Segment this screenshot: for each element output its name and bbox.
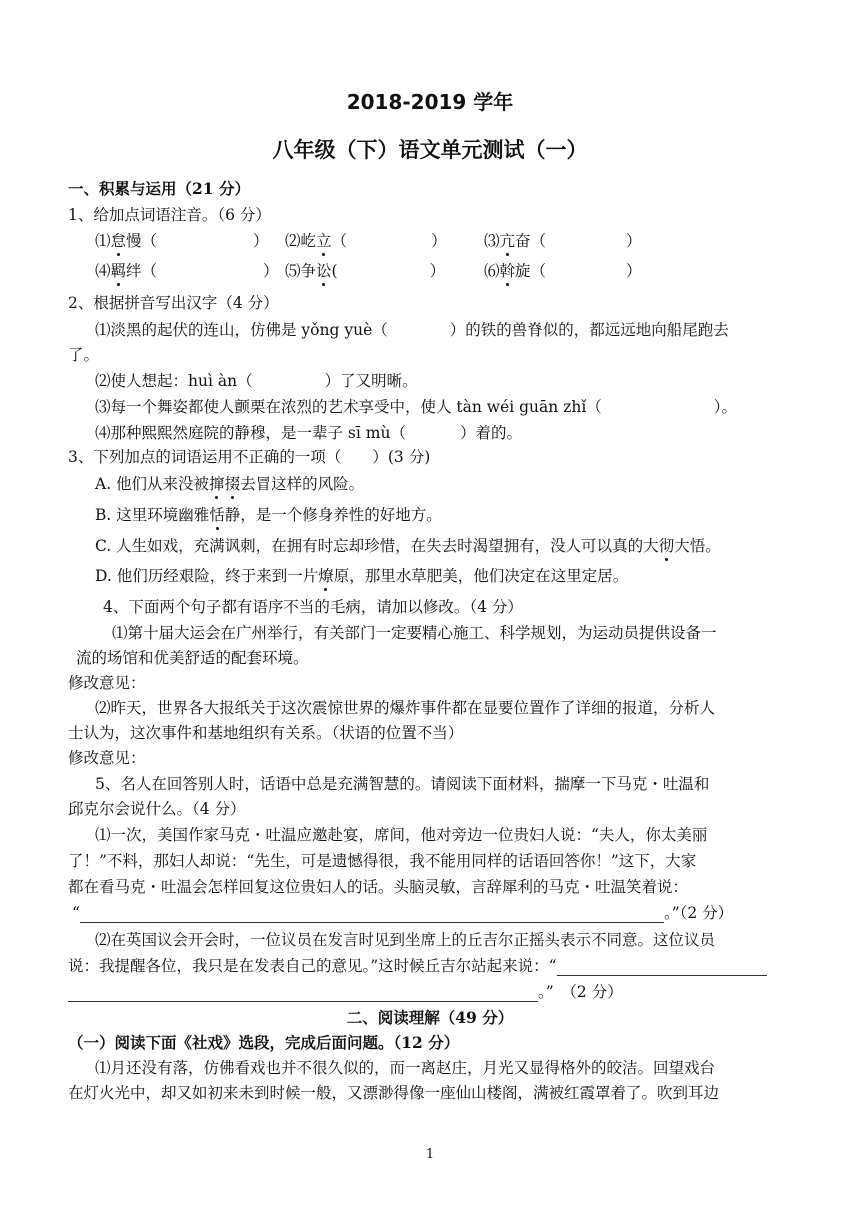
- q4-s2: ⑵昨天，世界各大报纸关于这次震惊世界的爆炸事件都在显要位置作了详细的报道，分析人: [95, 699, 716, 717]
- q5-p2-line1: ⑵在英国议会开会时，一位议员在发言时见到坐席上的丘吉尔正摇头表示不同意。这位议员: [95, 931, 716, 949]
- q1-item-4: ⑷羁绊（ ）: [95, 262, 279, 280]
- reading1-p1-line2: 在灯火光中，却又如初来未到时候一般，又漂渺得像一座仙山楼阁，满被红霞罩着了。吹到耳边: [68, 1084, 720, 1102]
- q3-option-c: C. 人生如戏，充满讽刺，在拥有时忘却珍惜，在失去时渴望拥有，没人可以真的大彻大悟。: [95, 537, 721, 555]
- q1-stem: 1、给加点词语注音。（6 分）: [68, 206, 271, 224]
- reading1-heading: （一）阅读下面《社戏》选段，完成后面问题。（12 分）: [68, 1033, 460, 1052]
- q5-p2-line2: 说：我提醒各位，我只是在发表自己的意见。”这时候丘吉尔站起来说：“: [68, 956, 767, 976]
- q4-s2-cont: 士认为，这次事件和基地组织有关系。（状语的位置不当）: [68, 724, 464, 742]
- q3-option-b: B. 这里环境幽雅恬静，是一个修身养性的好地方。: [95, 506, 442, 524]
- q5-stem-cont: 邱克尔会说什么。（4 分）: [68, 800, 246, 818]
- page-number: 1: [425, 1147, 435, 1162]
- q4-fix1-label: 修改意见：: [68, 674, 146, 692]
- q4-stem: 4、下面两个句子都有语序不当的毛病，请加以修改。（4 分）: [103, 598, 523, 616]
- q1-item-3: ⑶亢奋（ ）: [484, 232, 642, 250]
- section1-heading: 一、积累与运用（21 分）: [68, 179, 250, 198]
- q5-p1-answer-line: “ 。”（2 分）: [72, 904, 734, 922]
- answer-blank-2a[interactable]: [557, 959, 767, 976]
- q2-s4: ⑷那种熙熙然庭院的静穆，是一辈子 sī mù（ ）着的。: [95, 424, 522, 442]
- q1-item-5: ⑸争讼( ）: [285, 262, 446, 280]
- answer-blank-1[interactable]: [80, 906, 664, 923]
- title-year: 2018-2019 学年: [346, 90, 514, 114]
- title-main: 八年级（下）语文单元测试（一）: [272, 138, 588, 162]
- q4-s1-cont: 流的场馆和优美舒适的配套环境。: [76, 649, 309, 667]
- reading1-p1-line1: ⑴月还没有落，仿佛看戏也并不很久似的，而一离赵庄，月光又显得格外的皎洁。回望戏台: [95, 1059, 716, 1077]
- q1-item-1: ⑴怠慢（ ）: [95, 232, 269, 250]
- q4-fix2-label: 修改意见：: [68, 749, 146, 767]
- q3-stem: 3、下列加点的词语运用不正确的一项（ ）(3 分): [68, 448, 431, 466]
- q1-item-2: ⑵屹立（ ）: [285, 232, 447, 250]
- section2-heading: 二、阅读理解（49 分）: [346, 1008, 514, 1027]
- answer-blank-2b[interactable]: [68, 985, 538, 1002]
- q5-stem: 5、名人在回答别人时，话语中总是充满智慧的。请阅读下面材料，揣摩一下马克・吐温和: [95, 775, 710, 793]
- q3-option-a: A. 他们从来没被撺掇去冒这样的风险。: [95, 475, 365, 493]
- q2-s2: ⑵使人想起：huì àn（ ）了又明晰。: [95, 372, 418, 390]
- q2-s1-cont: 了。: [68, 346, 100, 364]
- q5-p1-line3: 都在看马克・吐温会怎样回复这位贵妇人的话。头脑灵敏，言辞犀利的马克・吐温笑着说：: [68, 878, 689, 896]
- q2-s3: ⑶每一个舞姿都使人颤栗在浓烈的艺术享受中，使人 tàn wéi guān zhǐ（ ）。: [95, 398, 738, 416]
- q5-p1-line1: ⑴一次，美国作家马克・吐温应邀赴宴，席间，他对旁边一位贵妇人说：“夫人，你太美丽: [95, 826, 708, 844]
- q1-item-6: ⑹斡旋（ ）: [484, 262, 642, 280]
- q5-p2-line3: 。” （2 分）: [68, 982, 623, 1002]
- q4-s1: ⑴第十届大运会在广州举行，有关部门一定要精心施工、科学规划，为运动员提供设备一: [112, 624, 717, 642]
- q3-option-d: D. 他们历经艰险，终于来到一片燎原，那里水草肥美，他们决定在这里定居。: [95, 567, 629, 585]
- q2-s1: ⑴淡黑的起伏的连山，仿佛是 yǒng yuè（ ）的铁的兽脊似的，都远远地向船尾跑去: [95, 321, 729, 339]
- q2-stem: 2、根据拼音写出汉字（4 分）: [68, 294, 279, 312]
- q5-p1-line2: 了！”不料，那妇人却说：“先生，可是遗憾得很，我不能用同样的话语回答你！”这下，大家: [68, 852, 697, 870]
